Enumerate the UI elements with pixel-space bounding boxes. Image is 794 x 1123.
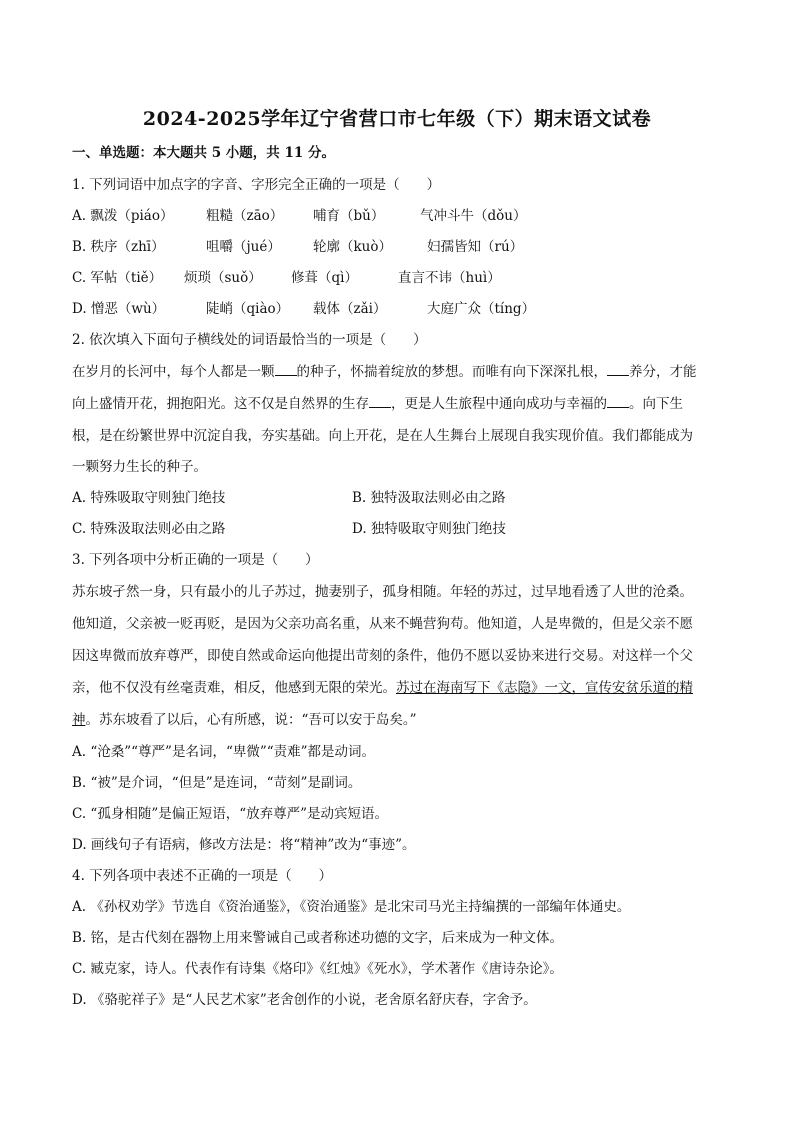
question-1-stem: 1. 下列词语中加点字的字音、字形完全正确的一项是（ ）: [72, 177, 441, 193]
question-2-passage-line-3: 根，是在纷繁世界中沉淀自我，夯实基础。向上开花，是在人生舞台上展现自我实现价值。我们都能成为: [72, 428, 693, 444]
fill-blank: [607, 394, 629, 408]
q1-c-4: 直言不讳（huì）: [398, 270, 501, 286]
q1-d-3: 载体（zǎi）: [313, 301, 387, 317]
q1-c-2: 烦琐（suǒ）: [184, 270, 262, 286]
question-3-passage-line-2: 他知道，父亲被一贬再贬，是因为父亲功高名重，从来不蝇营狗苟。他知道，人是卑微的，但是父亲不愿: [72, 616, 693, 632]
q1-a-2: 粗糙（zāo）: [206, 208, 284, 224]
exam-title: 2024-2025学年辽宁省营口市七年级（下）期末语文试卷: [142, 108, 652, 130]
question-3-passage-line-3: 因这卑微而放弃尊严，即使自然或命运向他提出苛刻的条件，他仍不愿以妥协来进行交易。对这样一个父: [72, 648, 693, 664]
question-2-stem: 2. 依次填入下面句子横线处的词语最恰当的一项是（ ）: [72, 332, 427, 348]
q1-b-2: 咀嚼（jué）: [206, 239, 281, 255]
section-heading: 一、单选题：本大题共 5 小题，共 11 分。: [72, 145, 335, 161]
question-4-option-b: B. 铭，是古代刻在器物上用来警诫自己或者称述功德的文字，后来成为一种文体。: [72, 930, 564, 946]
question-4-stem: 4. 下列各项中表述不正确的一项是（ ）: [72, 868, 333, 884]
q1-b-4: 妇孺皆知（rú）: [427, 239, 524, 255]
question-3-stem: 3. 下列各项中分析正确的一项是（ ）: [72, 552, 319, 568]
question-2-option-c: C. 特殊汲取法则必由之路: [72, 521, 226, 537]
question-2-passage-line-4: 一颗努力生长的种子。: [72, 459, 207, 475]
question-3-option-a: A. “沧桑”“尊严”是名词，“卑微”“责难”都是动词。: [72, 744, 376, 760]
question-3-passage-line-4: 亲，他不仅没有丝毫责难，相反，他感到无限的荣光。苏过在海南写下《志隐》一文，宣传安贫乐道的精: [72, 680, 693, 696]
question-3-passage-line-5: 神。苏东坡看了以后，心有所感，说：“吾可以安于岛矣。”: [72, 712, 417, 728]
question-3-option-b: B. “被”是介词，“但是”是连词，“苛刻”是副词。: [72, 775, 362, 791]
q1-c-1: C. 军帖（tiě）: [72, 270, 163, 286]
fill-blank: [369, 394, 391, 408]
question-2-option-d: D. 独特吸取守则独门绝技: [352, 521, 506, 537]
q1-b-3: 轮廓（kuò）: [313, 239, 393, 255]
fill-blank: [607, 362, 629, 376]
underlined-sentence: 苏过在海南写下《志隐》一文，宣传安贫乐道的精: [396, 680, 693, 696]
question-3-passage-line-1: 苏东坡孑然一身，只有最小的儿子苏过，抛妻别子，孤身相随。年轻的苏过，过早地看透了人世的沧桑。: [72, 584, 693, 600]
q1-d-2: 陡峭（qiào）: [206, 301, 290, 317]
question-4-option-a: A. 《孙权劝学》节选自《资治通鉴》，《资治通鉴》是北宋司马光主持编撰的一部编年体通史。: [72, 899, 631, 915]
q1-c-3: 修葺（qì）: [291, 270, 358, 286]
q1-d-1: D. 憎恶（wù）: [72, 301, 166, 317]
question-4-option-c: C. 臧克家，诗人。代表作有诗集《烙印》《红烛》《死水》，学术著作《唐诗杂论》。: [72, 961, 563, 977]
q1-a-1: A. 飘泼（piáo）: [72, 208, 174, 224]
q1-b-1: B. 秩序（zhī）: [72, 239, 165, 255]
question-3-option-c: C. “孤身相随”是偏正短语，“放弃尊严”是动宾短语。: [72, 806, 389, 822]
underlined-sentence-end: 神: [72, 712, 86, 728]
q1-d-4: 大庭广众（tíng）: [427, 301, 536, 317]
fill-blank: [275, 362, 297, 376]
q1-a-3: 哺育（bǔ）: [313, 208, 385, 224]
q1-a-4: 气冲斗牛（dǒu）: [420, 208, 527, 224]
question-4-option-d: D. 《骆驼祥子》是“人民艺术家”老舍创作的小说，老舍原名舒庆春，字舍予。: [72, 992, 537, 1008]
question-2-option-a: A. 特殊吸取守则独门绝技: [72, 490, 226, 506]
question-3-option-d: D. 画线句子有语病，修改方法是：将“精神”改为“事迹”。: [72, 837, 416, 853]
question-2-option-b: B. 独特汲取法则必由之路: [352, 490, 506, 506]
question-2-passage-line-1: 在岁月的长河中，每个人都是一颗 的种子，怀揣着绽放的梦想。而唯有向下深深扎根， 养分，才能: [72, 364, 697, 380]
question-2-passage-line-2: 向上盛情开花，拥抱阳光。这不仅是自然界的生存 ，更是人生旅程中通向成功与幸福的 。向下生: [72, 396, 683, 412]
